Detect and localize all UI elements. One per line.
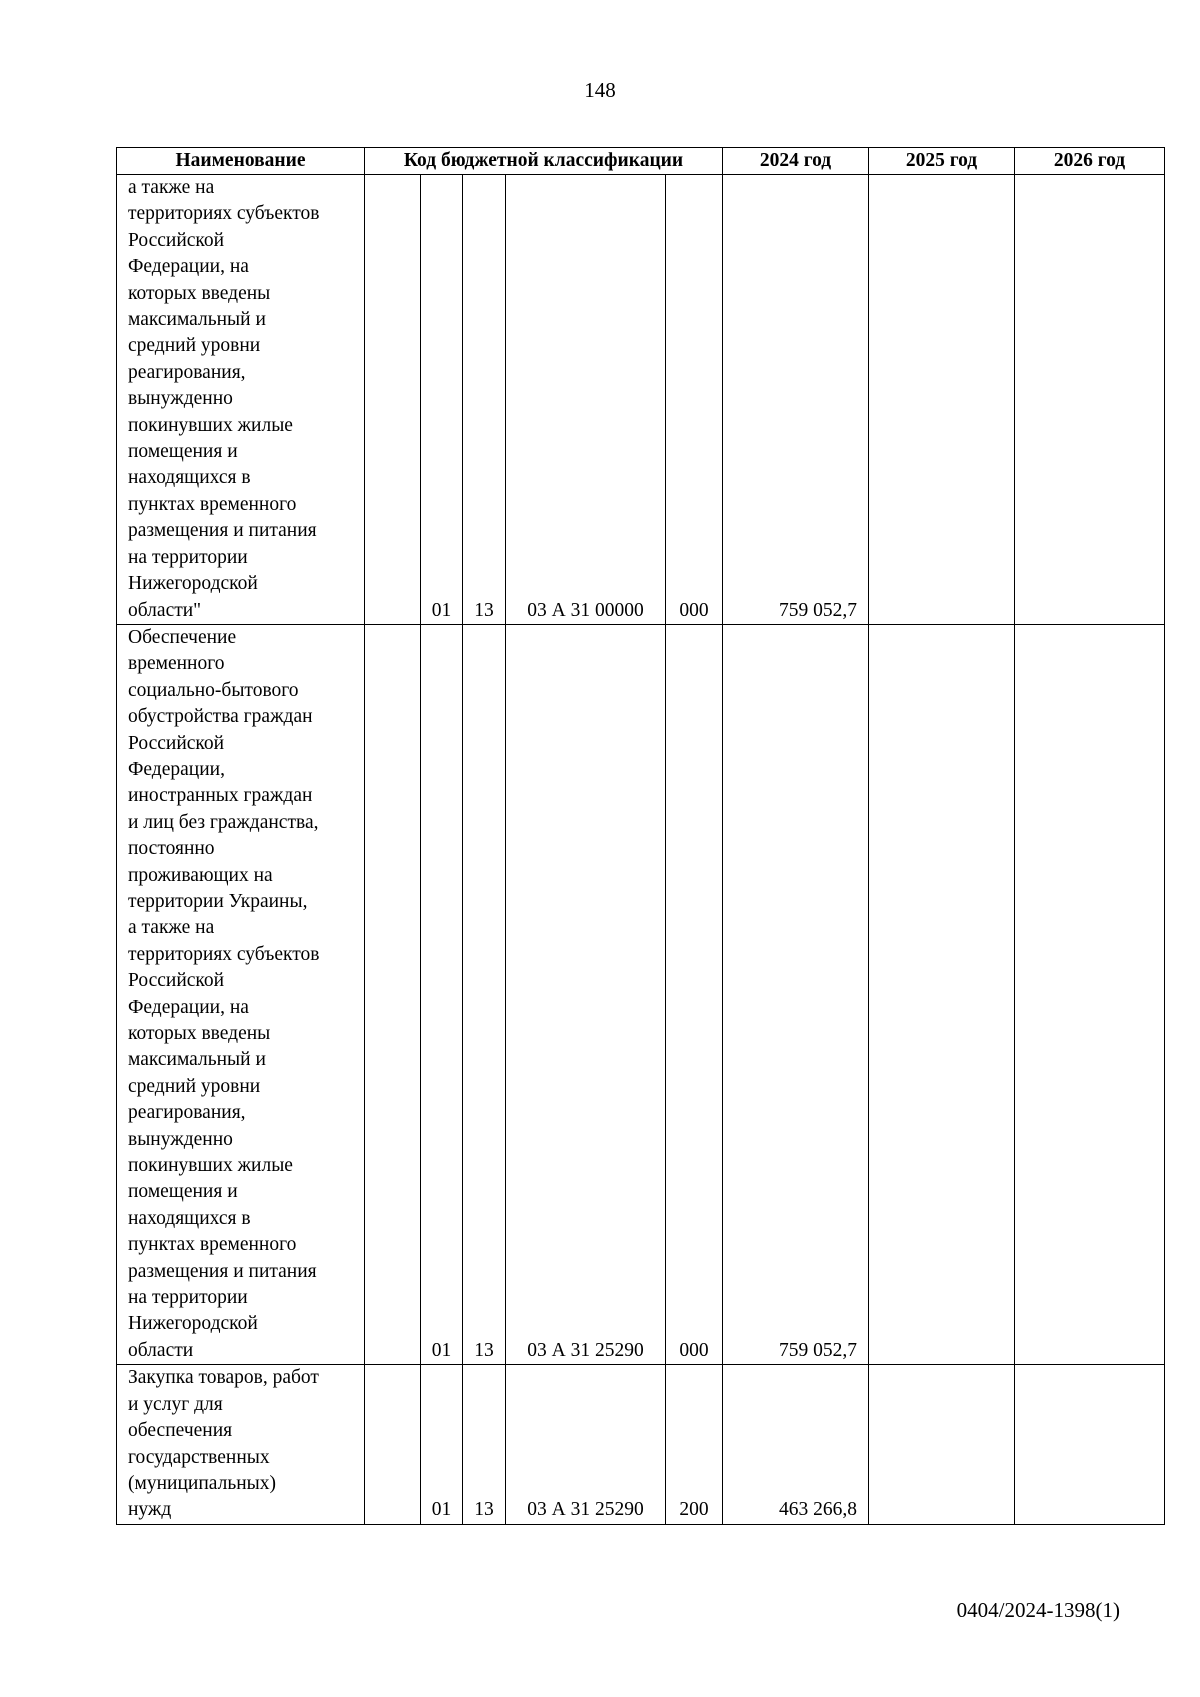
row-name-line: социально-бытового xyxy=(128,679,299,701)
document-code: 0404/2024-1398(1) xyxy=(956,1598,1120,1622)
row-code5-cell: 200 xyxy=(666,1365,723,1524)
row-name-line: на территории xyxy=(128,546,248,568)
row-code2-cell: 01 xyxy=(421,624,463,1364)
row-code1-cell xyxy=(365,1365,421,1524)
row-name-line: помещения и xyxy=(128,441,238,463)
row-name-line: находящихся в xyxy=(128,1207,251,1229)
row-code3-cell: 13 xyxy=(463,624,506,1364)
row-name-line: которых введены xyxy=(128,282,271,304)
row-name-line: проживающих на xyxy=(128,864,273,886)
row-y2024-cell: 759 052,7 xyxy=(723,624,869,1364)
header-2026: 2026 год xyxy=(1015,148,1165,175)
row-name-line: размещения и питания xyxy=(128,1260,317,1282)
header-code: Код бюджетной классификации xyxy=(365,148,723,175)
row-y2024-cell: 759 052,7 xyxy=(723,175,869,625)
row-y2025-cell xyxy=(869,624,1015,1364)
row-name-line: реагирования, xyxy=(128,361,246,383)
row-code4-cell: 03 А 31 00000 xyxy=(506,175,666,625)
row-name-line: пунктах временного xyxy=(128,1234,297,1256)
row-name-line: области" xyxy=(128,599,202,621)
row-name-line: государственных xyxy=(128,1446,270,1468)
row-name-cell xyxy=(117,175,365,625)
row-name-line: размещения и питания xyxy=(128,520,317,542)
row-name-line: обустройства граждан xyxy=(128,706,313,728)
row-name-line: Российской xyxy=(128,732,225,754)
header-name: Наименование xyxy=(117,148,365,175)
row-name-line: реагирования, xyxy=(128,1102,246,1124)
row-name-line: средний уровни xyxy=(128,335,261,357)
table-row xyxy=(117,175,1165,625)
row-name-line: территориях субъектов xyxy=(128,943,320,965)
page-number: 148 xyxy=(584,78,616,102)
row-y2026-cell xyxy=(1015,1365,1165,1524)
row-name-line: помещения и xyxy=(128,1181,238,1203)
row-name-line: вынужденно xyxy=(128,1128,233,1150)
row-code4-cell: 03 А 31 25290 xyxy=(506,1365,666,1524)
row-name-line: находящихся в xyxy=(128,467,251,489)
row-code2-cell: 01 xyxy=(421,1365,463,1524)
header-2024: 2024 год xyxy=(723,148,869,175)
table-row xyxy=(117,1365,1165,1524)
row-name-line: Российской xyxy=(128,229,225,251)
row-name-line: Нижегородской xyxy=(128,1313,258,1335)
row-code4-cell: 03 А 31 25290 xyxy=(506,624,666,1364)
row-name-line: Обеспечение xyxy=(128,626,237,648)
row-name-line: покинувших жилые xyxy=(128,414,293,436)
row-name-line: области xyxy=(128,1339,194,1361)
row-name-line: Российской xyxy=(128,970,225,992)
row-name-line: максимальный и xyxy=(128,309,266,331)
row-name-line: на территории xyxy=(128,1287,248,1309)
row-name-line: а также на xyxy=(128,917,215,939)
row-name-line: иностранных граждан xyxy=(128,785,313,807)
row-name-line: и услуг для xyxy=(128,1393,223,1415)
row-name-line: обеспечения xyxy=(128,1420,233,1442)
row-name-line: постоянно xyxy=(128,838,215,860)
table-row xyxy=(117,624,1165,1364)
row-y2025-cell xyxy=(869,175,1015,625)
budget-table xyxy=(116,147,1165,1525)
row-y2025-cell xyxy=(869,1365,1015,1524)
row-y2026-cell xyxy=(1015,175,1165,625)
row-code5-cell: 000 xyxy=(666,175,723,625)
row-code3-cell: 13 xyxy=(463,175,506,625)
row-name-line: нужд xyxy=(128,1499,172,1521)
row-name-line: Федерации, на xyxy=(128,996,249,1018)
row-y2024-cell: 463 266,8 xyxy=(723,1365,869,1524)
row-name-line: а также на xyxy=(128,177,215,198)
row-name-line: Нижегородской xyxy=(128,573,258,595)
row-name-line: средний уровни xyxy=(128,1075,261,1097)
row-code2-cell: 01 xyxy=(421,175,463,625)
row-name-line: Закупка товаров, работ xyxy=(128,1367,319,1389)
row-code1-cell xyxy=(365,175,421,625)
row-code5-cell: 000 xyxy=(666,624,723,1364)
row-y2026-cell xyxy=(1015,624,1165,1364)
row-name-line: территории Украины, xyxy=(128,890,308,912)
table-body xyxy=(117,175,1165,1525)
row-name-line: вынужденно xyxy=(128,388,233,410)
row-name-cell xyxy=(117,624,365,1364)
row-name-line: территориях субъектов xyxy=(128,203,320,225)
row-code3-cell: 13 xyxy=(463,1365,506,1524)
row-name-line: покинувших жилые xyxy=(128,1155,293,1177)
row-name-line: максимальный и xyxy=(128,1049,266,1071)
row-code1-cell xyxy=(365,624,421,1364)
row-name-cell xyxy=(117,1365,365,1524)
row-name-line: Федерации, на xyxy=(128,256,249,278)
row-name-line: временного xyxy=(128,653,225,675)
row-name-line: и лиц без гражданства, xyxy=(128,811,319,833)
row-name-line: (муниципальных) xyxy=(128,1472,276,1494)
table-header-row xyxy=(117,148,1165,175)
header-2025: 2025 год xyxy=(869,148,1015,175)
row-name-line: пунктах временного xyxy=(128,493,297,515)
row-name-line: которых введены xyxy=(128,1023,271,1044)
row-name-line: Федерации, xyxy=(128,758,225,780)
